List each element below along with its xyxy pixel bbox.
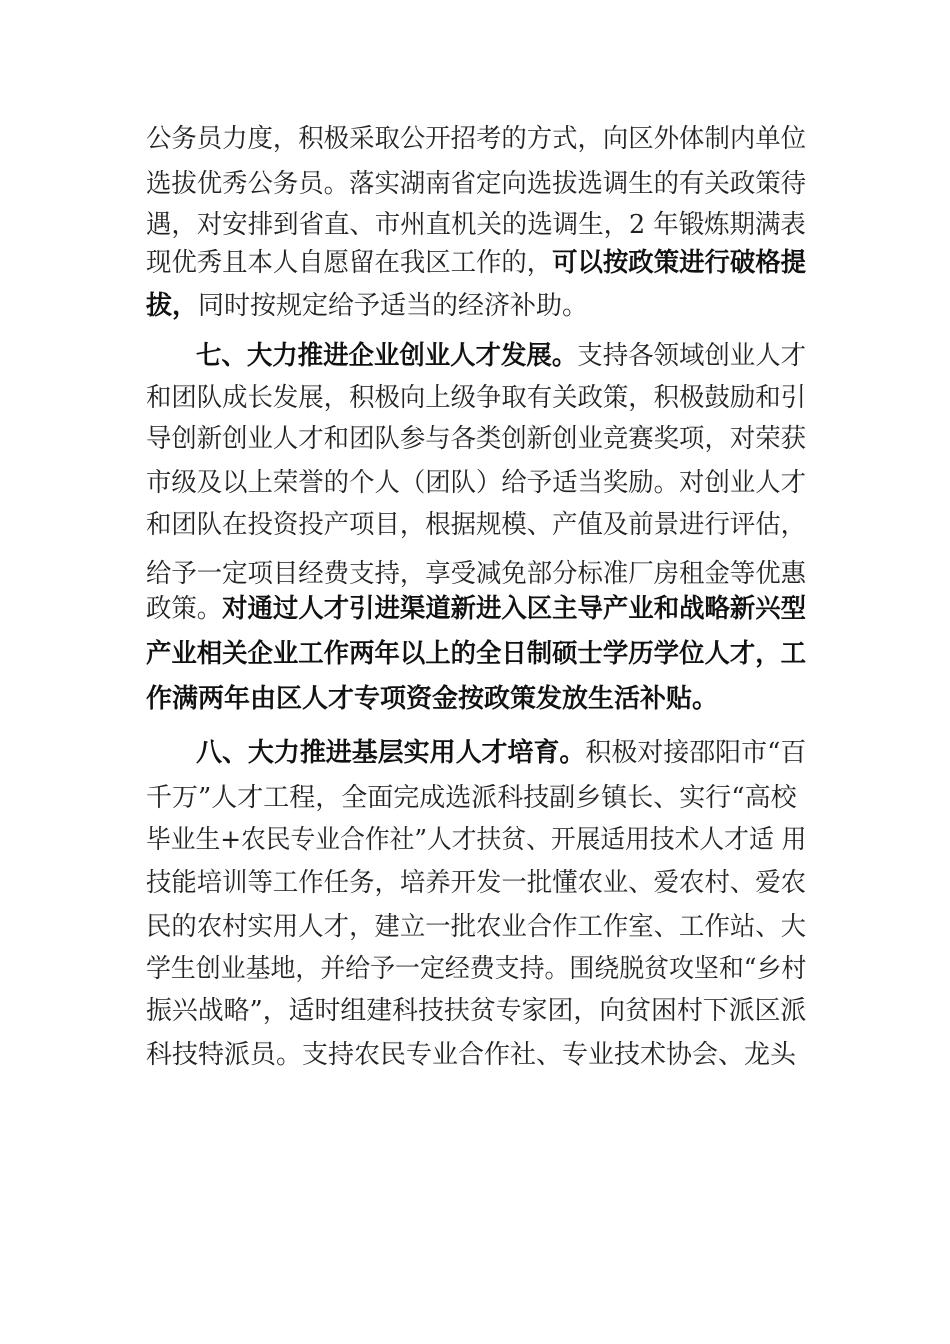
text-line [146, 286, 588, 326]
section-heading-line [196, 733, 806, 773]
text-run: 积极对接邵阳市“百 [585, 738, 807, 768]
bold-text-run: 可以按政策进行破格提 [552, 248, 807, 278]
text-run: 选拔优秀公务员。落实湖南省定向选拔选调生的有关政策待 [146, 169, 806, 199]
text-run: 遇，对安排到省直、市州直机关的选调生，2 年锻炼期满表 [146, 210, 806, 240]
text-line [146, 164, 806, 204]
section-heading: 八、大力推进基层实用人才培育。 [196, 738, 586, 768]
section-heading-line [196, 336, 806, 376]
section-heading: 七、大力推进企业创业人才发展。 [196, 341, 578, 371]
text-line [146, 634, 806, 674]
text-line [146, 505, 806, 545]
text-line [146, 1035, 796, 1075]
bold-text-run: 产业相关企业工作两年以上的全日制硕士学历学位人才，工 [146, 639, 806, 669]
text-line [146, 778, 797, 818]
text-line [146, 419, 806, 459]
text-line [146, 679, 718, 719]
text-line [146, 863, 806, 903]
text-run: 导创新创业人才和团队参与各类创新创业竞赛奖项，对荣获 [146, 424, 806, 454]
text-line [146, 463, 806, 503]
text-run: 同时按规定给予适当的经济补助。 [198, 291, 589, 321]
text-line [146, 991, 806, 1031]
bold-text-run: 对通过人才引进渠道新进入区主导产业和战略新兴型 [222, 594, 807, 624]
text-run: 政策。 [146, 594, 223, 624]
text-run: 和团队在投资投产项目，根据规模、产值及前景进行评估， [146, 510, 806, 540]
text-line [146, 554, 806, 594]
text-run: 和团队成长发展，积极向上级争取有关政策，积极鼓励和引 [146, 383, 806, 413]
text-run: 市级及以上荣誉的个人（团队）给予适当奖励。对创业人才 [146, 468, 806, 498]
text-run: 振兴战略”，适时组建科技扶贫专家团，向贫困村下派区派 [146, 996, 807, 1026]
text-line [146, 820, 806, 860]
text-run: 现优秀且本人自愿留在我区工作的， [146, 248, 553, 278]
text-run: 科技特派员。支持农民专业合作社、专业技术协会、龙头 [146, 1040, 797, 1070]
text-run: 技能培训等工作任务，培养开发一批懂农业、爱农村、爱农 [146, 868, 806, 898]
bold-text-run: 拔， [146, 291, 199, 321]
text-run: 公务员力度，积极采取公开招考的方式，向区外体制内单位 [146, 124, 806, 154]
text-run: 给予一定项目经费支持，享受减免部分标准厂房租金等优惠 [146, 559, 806, 589]
text-line [146, 243, 806, 283]
text-run: 学生创业基地，并给予一定经费支持。围绕脱贫攻坚和“乡村 [146, 954, 807, 984]
text-line [146, 907, 806, 947]
text-line [146, 378, 806, 418]
text-line [146, 589, 806, 629]
text-run: 毕业生+农民专业合作社”人才扶贫、开展适用技术人才适 用 [146, 825, 807, 855]
text-line [146, 205, 806, 245]
bold-text-run: 作满两年由区人才专项资金按政策发放生活补贴。 [146, 684, 719, 714]
text-run: 支持各领域创业人才 [577, 341, 807, 371]
text-line [146, 949, 806, 989]
text-line [146, 119, 806, 159]
text-run: 千万”人才工程，全面完成选派科技副乡镇长、实行“高校 [146, 783, 797, 813]
text-run: 民的农村实用人才，建立一批农业合作工作室、工作站、大 [146, 912, 806, 942]
